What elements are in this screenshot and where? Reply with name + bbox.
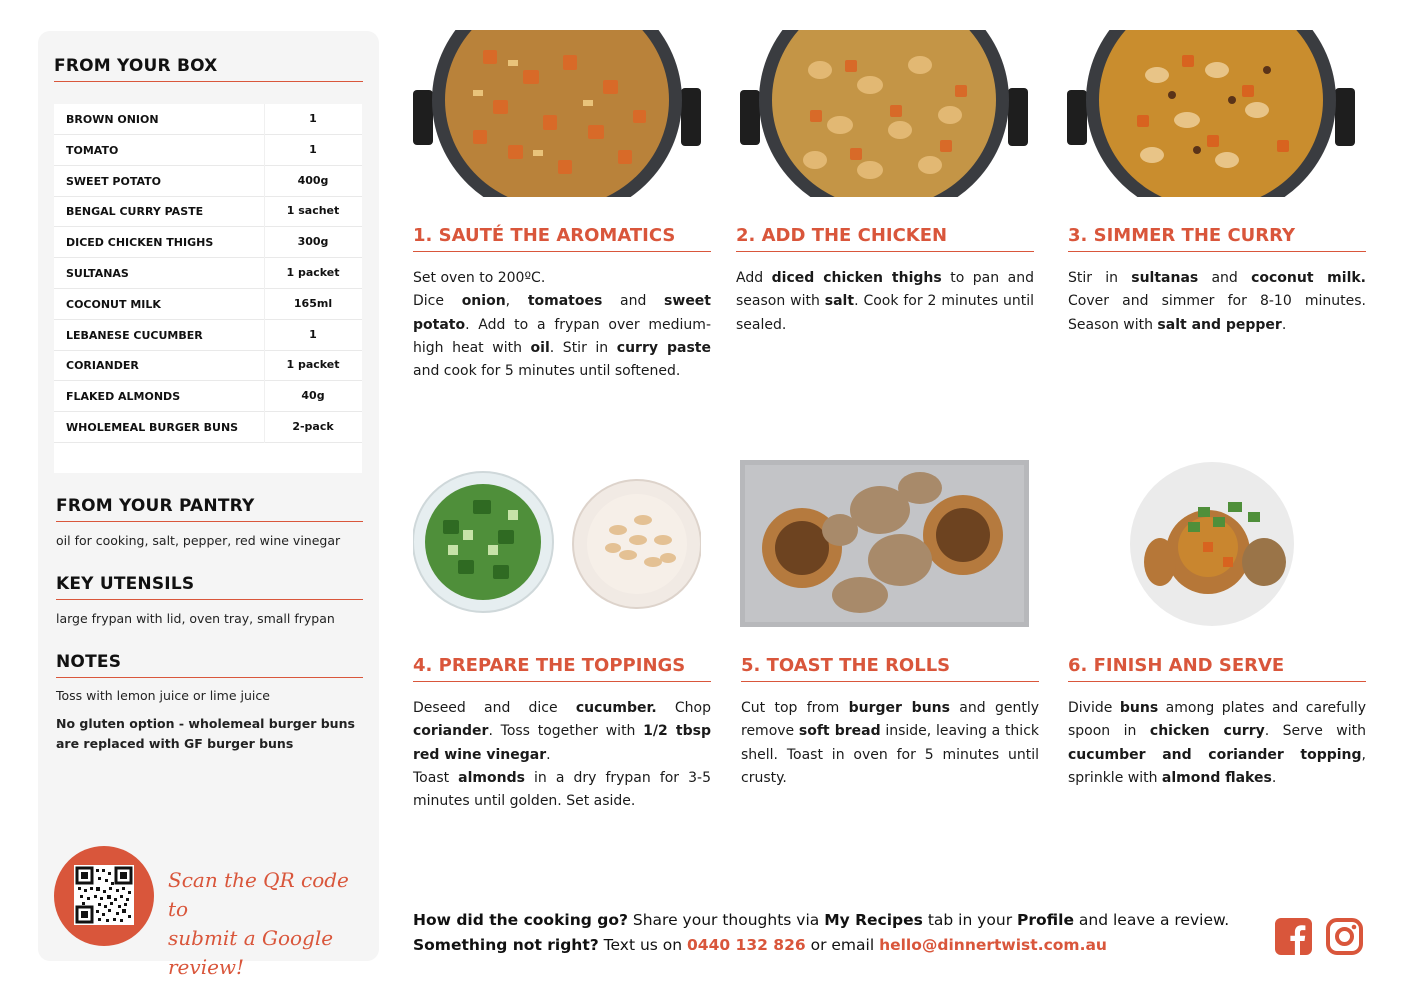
step-2-body <box>736 267 1034 337</box>
ingredient-qty: 40g <box>301 389 325 403</box>
step-text: . Add to a frypan over medium-high heat with <box>413 316 711 356</box>
notes-title: NOTES <box>56 652 363 678</box>
step-text: Set oven to 200ºC. <box>413 270 546 286</box>
step-highlight: buns <box>1119 700 1159 716</box>
ingredient-qty: 300g <box>297 235 329 249</box>
footer-my-recipes: My Recipes <box>824 911 923 929</box>
step-text: , <box>505 293 528 310</box>
step-4-photo <box>413 470 701 615</box>
ingredient-row <box>54 104 362 135</box>
ingredient-row <box>54 320 362 351</box>
ingredient-qty: 2-pack <box>292 420 334 433</box>
step-text: Stir in <box>1068 270 1132 286</box>
step-2-photo <box>740 30 1028 197</box>
step-text: Divide <box>1068 700 1120 716</box>
qr-caption <box>168 866 368 982</box>
row-divider <box>264 258 265 289</box>
step-text: . <box>1281 316 1287 333</box>
step-highlight: chicken curry <box>1149 723 1265 740</box>
row-divider <box>264 412 265 443</box>
step-text: . Serve with <box>1264 723 1366 740</box>
ingredient-name: SWEET POTATO <box>66 174 161 188</box>
utensils-text: large frypan with lid, oven tray, small frypan <box>56 611 335 626</box>
step-text: and <box>602 293 665 310</box>
ingredient-name: SULTANAS <box>66 267 129 280</box>
ingredient-name: FLAKED ALMONDS <box>66 390 181 404</box>
ingredient-row <box>54 196 362 227</box>
ingredient-qty: 1 <box>309 142 317 156</box>
step-highlight: tomatoes <box>527 293 603 310</box>
step-text: . <box>546 746 551 763</box>
ingredient-qty: 1 <box>309 327 317 341</box>
step-highlight: cucumber. <box>575 700 657 716</box>
step-text: Deseed and dice <box>413 700 576 716</box>
footer-profile: Profile <box>1017 911 1074 929</box>
footer-text-1: Share your thoughts via <box>627 911 825 929</box>
step-text: and <box>1198 270 1252 286</box>
step-6-title: 6. FINISH AND SERVE <box>1068 655 1366 682</box>
ingredient-name: TOMATO <box>66 143 119 157</box>
ingredient-qty: 165ml <box>293 296 333 310</box>
step-text: and gently remove <box>741 700 1040 740</box>
ingredient-name: BROWN ONION <box>66 113 159 126</box>
step-highlight: diced chicken thighs <box>771 270 942 286</box>
footer-text-3: and leave a review. <box>1073 911 1230 929</box>
step-4-body <box>413 697 711 813</box>
ingredient-qty: 1 <box>309 112 317 125</box>
ingredient-name: WHOLEMEAL BURGER BUNS <box>66 421 239 434</box>
email-link[interactable]: hello@dinnertwist.com.au <box>879 936 1107 954</box>
step-highlight: 1/2 tbsp red wine vinegar <box>413 723 711 763</box>
row-divider <box>264 104 265 135</box>
step-highlight: curry paste <box>616 339 711 356</box>
step-6-body <box>1068 697 1366 790</box>
notes-text: Toss with lemon juice or lime juice <box>56 688 270 703</box>
step-highlight: almond flakes <box>1161 769 1272 786</box>
step-highlight: coriander <box>413 723 489 740</box>
ingredient-row <box>54 412 362 443</box>
step-4-title: 4. PREPARE THE TOPPINGS <box>413 655 711 682</box>
step-highlight: onion <box>461 293 506 310</box>
step-5-title: 5. TOAST THE ROLLS <box>741 655 1039 682</box>
step-highlight: oil <box>530 339 550 356</box>
instagram-icon[interactable] <box>1326 918 1363 955</box>
ingredient-name: LEBANESE CUCUMBER <box>66 328 203 342</box>
step-text: and cook for 5 minutes until softened. <box>413 363 681 380</box>
step-2-title: 2. ADD THE CHICKEN <box>736 225 1034 252</box>
step-5-body <box>741 697 1039 790</box>
ingredient-row <box>54 258 362 289</box>
step-text: . Stir in <box>549 339 617 356</box>
ingredient-row <box>54 166 362 197</box>
ingredients-sidebar <box>38 31 379 979</box>
qr-code-badge[interactable] <box>54 846 154 946</box>
step-text: among plates and carefully spoon in <box>1068 700 1367 740</box>
notes-gluten-text: No gluten option - wholemeal burger buns are replaced with GF burger buns <box>56 716 355 751</box>
step-highlight: almonds <box>458 769 525 786</box>
step-3-title: 3. SIMMER THE CURRY <box>1068 225 1366 252</box>
step-highlight: burger buns <box>848 700 950 716</box>
qr-caption-line1: Scan the QR code to <box>168 868 349 921</box>
step-highlight: cucumber and coriander topping <box>1068 746 1362 763</box>
step-highlight: soft bread <box>798 723 881 740</box>
step-6-photo <box>1128 462 1298 627</box>
qr-code <box>74 865 134 925</box>
row-divider <box>264 166 265 197</box>
step-text: . Toss together with <box>488 723 644 740</box>
step-text: to pan and season with <box>736 270 1034 310</box>
step-3-body <box>1068 267 1366 337</box>
step-3-photo <box>1067 30 1355 197</box>
from-your-pantry-title: FROM YOUR PANTRY <box>56 496 363 522</box>
step-text: . Cook for 2 minutes until sealed. <box>736 293 1034 333</box>
step-1-photo <box>413 30 701 197</box>
ingredients-table <box>54 104 362 473</box>
ingredient-name: BENGAL CURRY PASTE <box>66 205 204 219</box>
step-highlight: salt <box>824 293 855 310</box>
step-text: Dice <box>413 293 462 310</box>
row-divider <box>264 135 265 166</box>
footer-text-2: tab in your <box>922 911 1018 929</box>
row-divider <box>264 227 265 258</box>
key-utensils-title: KEY UTENSILS <box>56 574 363 600</box>
facebook-icon[interactable] <box>1275 918 1312 955</box>
ingredient-qty: 1 packet <box>286 266 340 279</box>
ingredient-qty: 1 packet <box>286 358 340 372</box>
from-your-box-title: FROM YOUR BOX <box>54 56 363 82</box>
footer-contact-line <box>413 936 1107 954</box>
step-highlight: sultanas <box>1131 270 1199 286</box>
ingredient-qty: 400g <box>297 173 329 187</box>
phone-link[interactable]: 0440 132 826 <box>687 936 806 954</box>
row-divider <box>264 350 265 381</box>
step-text: inside, leaving a thick shell. Toast in oven for 5 minutes until crusty. <box>741 723 1040 786</box>
ingredient-name: CORIANDER <box>66 359 139 373</box>
step-text: Toast <box>413 769 459 786</box>
ingredient-row <box>54 227 362 258</box>
footer-text-5: or email <box>805 936 880 954</box>
step-1-body <box>413 267 711 383</box>
step-text: Chop <box>656 700 711 716</box>
pantry-text: oil for cooking, salt, pepper, red wine vinegar <box>56 533 341 548</box>
row-divider <box>264 289 265 320</box>
ingredient-name: DICED CHICKEN THIGHS <box>66 236 214 250</box>
step-highlight: sweet potato <box>413 293 711 333</box>
step-text: Cover and simmer for 8-10 minutes. Season with <box>1068 293 1366 333</box>
step-text: Add <box>736 270 772 286</box>
step-text: Cut top from <box>741 700 849 716</box>
ingredient-row <box>54 350 362 381</box>
row-divider <box>264 320 265 351</box>
step-text: , sprinkle with <box>1068 746 1366 786</box>
footer-review-line <box>413 911 1229 929</box>
qr-caption-line2: submit a Google review! <box>168 926 334 979</box>
step-text: in a dry frypan for 3-5 minutes until golden. Set aside. <box>413 769 711 810</box>
ingredient-row <box>54 381 362 412</box>
step-highlight: salt and pepper <box>1157 316 1282 333</box>
footer-question-2: Something not right? <box>413 936 599 954</box>
footer-question-1: How did the cooking go? <box>413 911 628 929</box>
step-5-photo <box>740 460 1029 627</box>
row-divider <box>264 196 265 227</box>
step-highlight: coconut milk. <box>1251 270 1366 286</box>
ingredient-qty: 1 sachet <box>286 204 340 218</box>
ingredient-row <box>54 135 362 166</box>
footer-text-4: Text us on <box>598 936 688 954</box>
ingredient-row <box>54 289 362 320</box>
row-divider <box>264 381 265 412</box>
step-1-title: 1. SAUTÉ THE AROMATICS <box>413 225 711 252</box>
ingredient-name: COCONUT MILK <box>66 297 161 311</box>
step-text: . <box>1271 769 1277 786</box>
